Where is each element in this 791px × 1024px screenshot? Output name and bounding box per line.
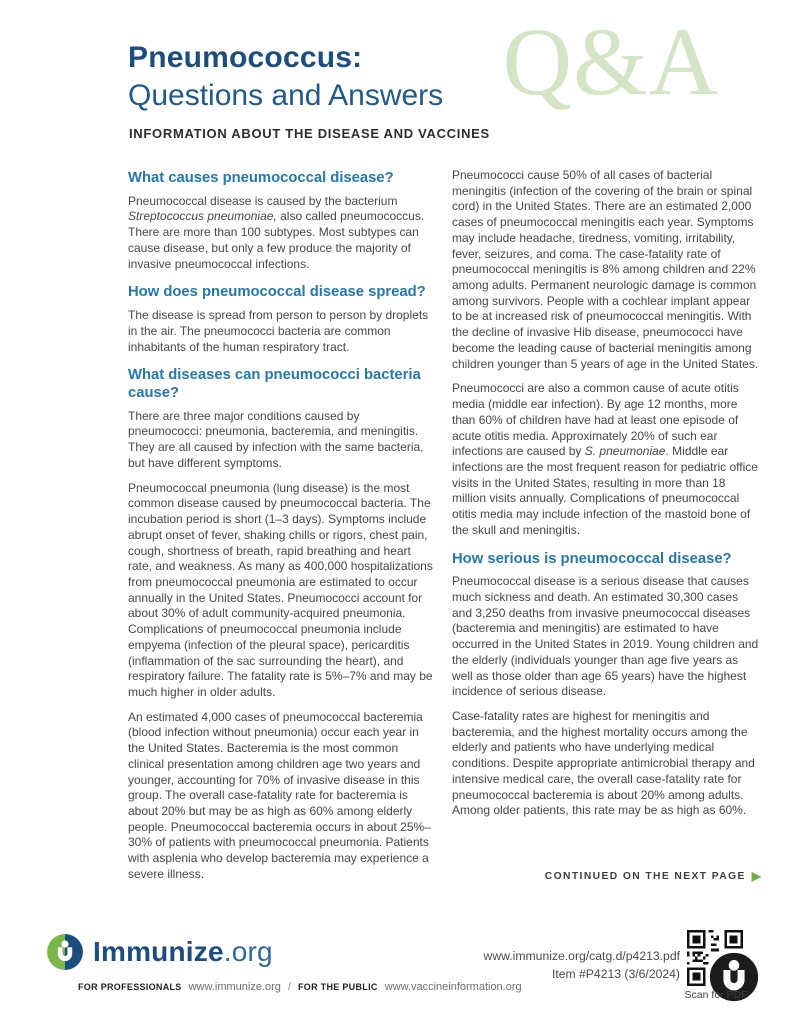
body-paragraph <box>452 381 759 538</box>
text-segment: Case-fatality rates are highest for meningitis and bacteremia, and the highest mortality occurs among the elderly and patients who have underlying medical conditions. Despite appropriate antimicrobial therapy and intensive medical care, the overall case-fatality rate for pneumococcal bacteremia is about 20% among adults. Among older patients, this rate may be as high as 60%. <box>452 709 755 818</box>
immunize-logo <box>46 933 273 971</box>
qr-caption: Scan for PDF <box>684 989 748 1001</box>
body-paragraph <box>128 194 435 273</box>
text-segment: Pneumococcal pneumonia (lung disease) is the most common disease caused by pneumococcal bacteria. The incubation period is short (1–3 days). Symptoms include abrupt onset of fever, shaking chills or rigors, chest pain, cough, shortness of breath, rapid breathing and heart rate, and weakness. As many as 400,000 hospitalizations from pneumococcal pneumonia are estimated to occur annually in the United States. Pneumococci account for about 30% of adult community-acquired pneumonia. Complications of pneumococcal pneumonia include empyema (infection of the pleural space), pericarditis (inflammation of the sac surrounding the heart), and respiratory failure. The fatality rate is 5%–7% and may be much higher in older adults. <box>128 480 433 699</box>
italic-text-segment: Streptococcus pneumoniae, <box>128 209 277 224</box>
right-column <box>452 168 759 892</box>
for-public-label: FOR THE PUBLIC <box>297 982 378 992</box>
item-number: Item #P4213 (3/6/2024) <box>551 966 680 981</box>
page-header <box>128 40 443 114</box>
immunize-logo-text <box>93 936 273 968</box>
body-paragraph <box>128 409 435 472</box>
footer-divider: / <box>287 981 291 993</box>
pdf-url-link[interactable]: www.immunize.org/catg.d/p4213.pdf <box>483 949 680 963</box>
public-url-link[interactable]: www.vaccineinformation.org <box>384 981 522 993</box>
continued-arrow-icon: ▶ <box>751 869 761 883</box>
body-paragraph <box>128 710 435 883</box>
text-segment: Pneumococcal disease is a serious disease that causes much sickness and death. An estimated 30,300 cases and 3,250 deaths from invasive pneumococcal diseases (bacteremia and meningitis) are estimated to have occurred in the United States in 2019. Young children and the elderly (individuals younger than age five years as well as those older than age 65 years) have the highest incidence of serious disease. <box>452 574 759 699</box>
body-paragraph <box>452 168 759 372</box>
body-paragraph <box>452 709 759 819</box>
question-heading: What causes pneumococcal disease? <box>128 170 394 186</box>
continued-note <box>545 869 761 883</box>
text-segment: Pneumococci are also a common cause of acute otitis media (middle ear infection). By age 12 months, more than 60% of children have had at least one episode of acute otitis media. Approximately 20% of such ear infections are caused by <box>452 381 739 459</box>
text-segment: Pneumococci cause 50% of all cases of bacterial meningitis (infection of the covering of the brain or spinal cord) in the United States. There are an estimated 2,000 cases of pneumococcal meningitis each year. Symptoms may include headache, tiredness, vomiting, irritability, fever, seizures, and coma. The case-fatality rate of pneumococcal meningitis is 8% among children and 22% among adults. Permanent neurologic damage is common among survivors. People with a cochlear implant appear to be at increased risk of pneumococcal meningitis. With the decline of invasive Hib disease, pneumococci have become the leading cause of bacterial meningitis among children younger than 5 years of age in the United States. <box>452 168 759 371</box>
text-segment: also called pneumococcus. There are more than 100 subtypes. Most subtypes can cause disease, but only a few produce the majority of invasive pneumococcal infections. <box>128 209 425 271</box>
text-segment: The disease is spread from person to person by droplets in the air. The pneumococci bacteria are common inhabitants of the human respiratory tract. <box>128 308 429 354</box>
body-paragraph <box>128 308 435 355</box>
continued-label: CONTINUED ON THE NEXT PAGE <box>544 870 746 882</box>
content-columns <box>128 168 759 892</box>
footer-links-row <box>78 981 522 993</box>
page-subtitle-line: Questions and Answers <box>128 79 444 112</box>
document-reference <box>484 948 680 983</box>
body-paragraph <box>128 481 435 701</box>
immunize-logo-icon <box>46 933 84 971</box>
qa-watermark: Q&A <box>502 8 719 115</box>
for-professionals-label: FOR PROFESSIONALS <box>78 982 182 992</box>
professionals-url-link[interactable]: www.immunize.org <box>188 981 281 993</box>
logo-suffix: .org <box>223 936 273 967</box>
question-heading: What diseases can pneumococci bacteria cause? <box>128 367 421 401</box>
text-segment: . Middle ear infections are the most frequent reason for pediatric office visits in the United States, resulting in more than 18 million visits annually. Complications of pneumococcal otitis media may include infection of the mastoid bone of the skull and meningitis. <box>452 444 758 537</box>
left-column <box>128 168 435 892</box>
text-segment: An estimated 4,000 cases of pneumococcal bacteremia (blood infection without pneumonia) occur each year in the United States. Bacteremia is the most common clinical presentation among children age two years and younger, accounting for 70% of invasive disease in this group. The overall case-fatality rate for bacteremia is about 20% but may be as high as 60% among elderly people. Pneumococcal bacteremia occurs in about 25%–30% of patients with pneumococcal pneumonia. Patients with asplenia who develop bacteremia may experience a severe illness. <box>128 709 431 881</box>
section-subtitle: INFORMATION ABOUT THE DISEASE AND VACCINES <box>129 126 490 141</box>
body-paragraph <box>452 574 759 700</box>
text-segment: There are three major conditions caused by pneumococci: pneumonia, bacteremia, and meningitis. They are all caused by infection with the same bacteria, but have different symptoms. <box>128 408 424 470</box>
qr-code <box>687 930 743 986</box>
italic-text-segment: S. pneumoniae <box>584 444 666 459</box>
logo-name: Immunize <box>93 936 224 967</box>
question-heading: How serious is pneumococcal disease? <box>452 550 732 567</box>
question-heading: How does pneumococcal disease spread? <box>128 284 426 301</box>
text-segment: Pneumococcal disease is caused by the bacterium <box>128 193 398 208</box>
page-title: Pneumococcus: <box>128 41 363 74</box>
